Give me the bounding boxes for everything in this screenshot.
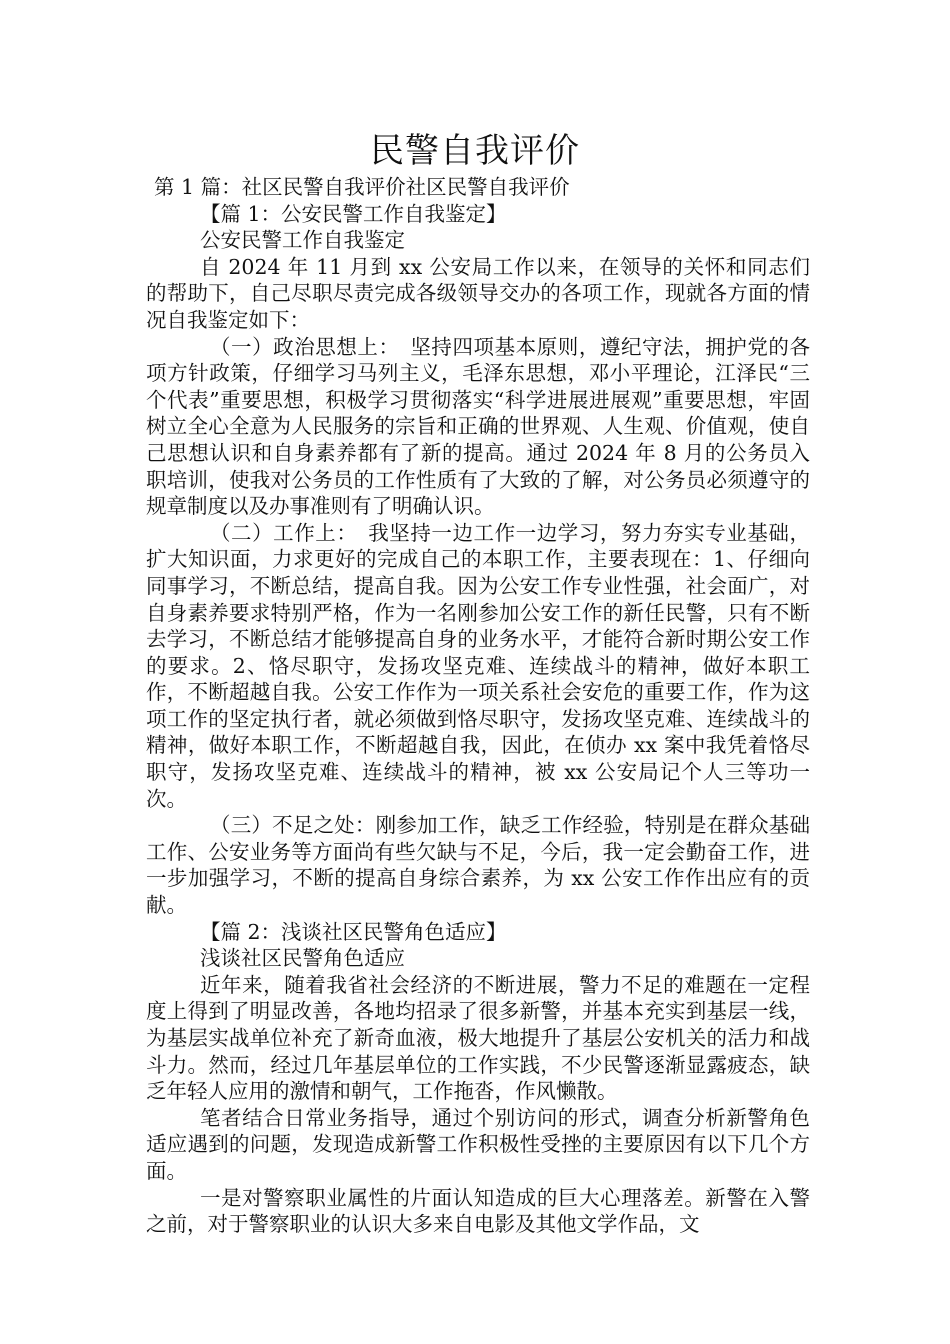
article2-heading: 【篇 2：浅谈社区民警角色适应】 (200, 919, 507, 944)
article1-shortcomings-paragraph: （三）不足之处：刚参加工作，缺乏工作经验，特别是在群众基础工作、公安业务等方面尚有些欠缺与不足，今后，我一定会勤奋工作，进一步加强学习，不断的提高自身综合素养，为 xx 公安工作作出应有的贡献。 (146, 813, 810, 918)
article1-intro-paragraph: 自 2024 年 11 月到 xx 公安局工作以来，在领导的关怀和同志们的帮助下，自己尽职尽责完成各级领导交办的各项工作，现就各方面的情况自我鉴定如下： (146, 254, 810, 332)
article2-subheading: 浅谈社区民警角色适应 (200, 946, 405, 971)
article2-paragraph-2: 笔者结合日常业务指导，通过个别访问的形式，调查分析新警角色适应遇到的问题，发现造成新警工作积极性受挫的主要原因有以下几个方面。 (146, 1105, 810, 1183)
article2-paragraph-3: 一是对警察职业属性的片面认知造成的巨大心理落差。新警在入警之前，对于警察职业的认识大多来自电影及其他文学作品，文 (146, 1185, 810, 1237)
document-body (146, 174, 810, 1238)
article1-subheading: 公安民警工作自我鉴定 (200, 228, 405, 253)
article2-paragraph-1: 近年来，随着我省社会经济的不断进展，警力不足的难题在一定程度上得到了明显改善，各地均招录了很多新警，并基本充实到基层一线，为基层实战单位补充了新奇血液，极大地提升了基层公安机关的活力和战斗力。然而，经过几年基层单位的工作实践，不少民警逐渐显露疲态，缺乏年轻人应用的激情和朝气，工作拖沓，作风懒散。 (146, 972, 810, 1104)
article1-heading: 【篇 1：公安民警工作自我鉴定】 (200, 201, 507, 226)
article1-work-paragraph: （二）工作上： 我坚持一边工作一边学习，努力夯实专业基础，扩大知识面，力求更好的完成自己的本职工作，主要表现在：1、仔细向同事学习，不断总结，提高自我。因为公安工作专业性强，社会面广，对自身素养要求特别严格，作为一名刚参加公安工作的新任民警，只有不断去学习，不断总结才能够提高自身的业务水平，才能符合新时期公安工作的要求。2、恪尽职守，发扬攻坚克难、连续战斗的精神，做好本职工作，不断超越自我。公安工作作为一项关系社会安危的重要工作，作为这项工作的坚定执行者，就必须做到恪尽职守，发扬攻坚克难、连续战斗的精神，做好本职工作，不断超越自我，因此，在侦办 xx 案中我凭着恪尽职守，发扬攻坚克难、连续战斗的精神，被 xx 公安局记个人三等功一次。 (146, 520, 810, 811)
article1-political-paragraph: （一）政治思想上： 坚持四项基本原则，遵纪守法，拥护党的各项方针政策，仔细学习马列主义，毛泽东思想，邓小平理论，江泽民“三个代表”重要思想，积极学习贯彻落实“科学进展进展观”重要思想，牢固树立全心全意为人民服务的宗旨和正确的世界观、人生观、价值观，使自己思想认识和自身素养都有了新的提高。通过 2024 年 8 月的公务员入职培训，使我对公务员的工作性质有了大致的了解，对公务员必须遵守的规章制度以及办事准则有了明确认识。 (146, 334, 810, 519)
document-title: 民警自我评价 (370, 131, 580, 171)
part-heading: 第 1 篇：社区民警自我评价社区民警自我评价 (154, 175, 570, 199)
